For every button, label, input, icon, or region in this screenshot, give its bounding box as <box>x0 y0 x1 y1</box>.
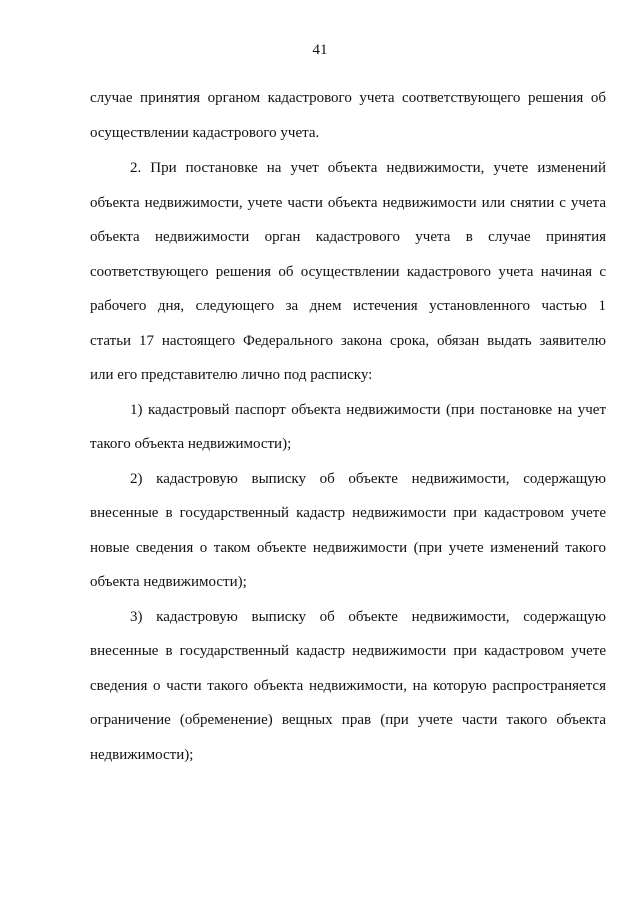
text-line: объекта недвижимости, учете части объекта недвижимости или снятии с учета <box>90 195 606 211</box>
text-line: 3) кадастровую выписку об объекте недвижимости, содержащую <box>130 609 606 625</box>
text-line: 2. При постановке на учет объекта недвижимости, учете изменений <box>130 160 606 176</box>
text-line: такого объекта недвижимости); <box>90 436 292 452</box>
text-line: внесенные в государственный кадастр недвижимости при кадастровом учете <box>90 643 606 659</box>
text-line: осуществлении кадастрового учета. <box>90 125 320 141</box>
text-line: соответствующего решения об осуществлении кадастрового учета начиная с <box>90 264 606 280</box>
text-line: ограничение (обременение) вещных прав (при учете части такого объекта <box>90 712 606 728</box>
text-line: новые сведения о таком объекте недвижимости (при учете изменений такого <box>90 540 606 556</box>
text-line: сведения о части такого объекта недвижимости, на которую распространяется <box>90 678 606 694</box>
text-line: внесенные в государственный кадастр недвижимости при кадастровом учете <box>90 505 606 521</box>
text-line: объекта недвижимости); <box>90 574 247 590</box>
page-number: 41 <box>312 42 328 58</box>
text-line: 2) кадастровую выписку об объекте недвижимости, содержащую <box>130 471 606 487</box>
text-line: 1) кадастровый паспорт объекта недвижимости (при постановке на учет <box>130 402 606 418</box>
text-line: статьи 17 настоящего Федерального закона срока, обязан выдать заявителю <box>90 333 606 349</box>
text-line: или его представителю лично под расписку: <box>90 367 373 383</box>
text-line: рабочего дня, следующего за днем истечения установленного частью 1 <box>90 298 606 314</box>
text-line: недвижимости); <box>90 747 194 763</box>
text-line: случае принятия органом кадастрового учета соответствующего решения об <box>90 90 606 106</box>
text-line: объекта недвижимости орган кадастрового учета в случае принятия <box>90 229 606 245</box>
